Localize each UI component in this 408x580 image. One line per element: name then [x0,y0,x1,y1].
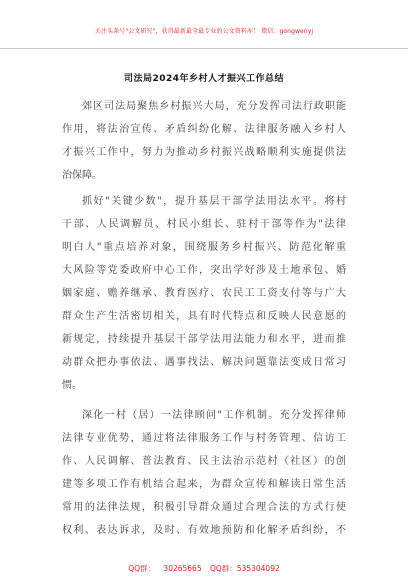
footer-qq-groups: QQ群： 30265665 QQ群：535304092 [128,564,280,573]
paragraph-line: 惯。 [62,380,82,391]
paragraph-line: 郊区司法局聚焦乡村振兴大局，充分发挥司法行政职能 [82,101,346,112]
paragraph-line: 权利、表达诉求，及时、有效地预防和化解矛盾纠纷，不 [62,525,346,536]
paragraph-line: 大风险等党委政府中心工作，突出学好涉及土地承包、婚 [62,265,346,276]
paragraph-line: 群众生产生活密切相关，具有时代特点和反映人民意愿的 [62,311,346,322]
paragraph-line: 明白人"重点培养对象，围绕服务乡村振兴、防范化解重 [62,242,346,253]
header-promo-text: 关注头条号"公文研究"，获得最新最全最专业的公文资料库！ 微信：gongwenyj [94,28,314,35]
header-banner [0,0,408,49]
paragraph-line: 深化一村（居）一法律顾问"工作机制。充分发挥律师 [82,410,346,421]
paragraph-line: 才振兴工作中，努力为推动乡村振兴战略顺利实施提供法 [62,147,346,158]
paragraph-line: 常用的法律法规，积极引导群众通过合理合法的方式行使 [62,502,346,513]
document-title: 司法局2024年乡村人才振兴工作总结 [123,74,285,84]
paragraph-line: 建等多项工作有机结合起来，为群众宣传和解读日常生活 [62,479,346,490]
paragraph-line: 动群众把办事依法、遇事找法、解决问题靠法变成日常习 [62,357,346,368]
paragraph-line: 抓好"关键少数"，提升基层干部学法用法水平。将村 [82,196,346,207]
paragraph-line: 作、人民调解、普法教育、民主法治示范村（社区）的创 [62,456,346,467]
paragraph-line: 新规定，持续提升基层干部学法用法能力和水平，进而推 [62,334,346,345]
paragraph-line: 法律专业优势，通过将法律服务工作与村务管理、信访工 [62,433,346,444]
paragraph-line: 干部、人民调解员、村民小组长、驻村干部等作为"法律 [62,219,346,230]
paragraph-line: 治保障。 [62,170,102,181]
paragraph-line: 姻家庭、赡养继承、教育医疗、农民工工资支付等与广大 [62,288,346,299]
paragraph-line: 作用，将法治宣传、矛盾纠纷化解、法律服务融入乡村人 [62,124,346,135]
